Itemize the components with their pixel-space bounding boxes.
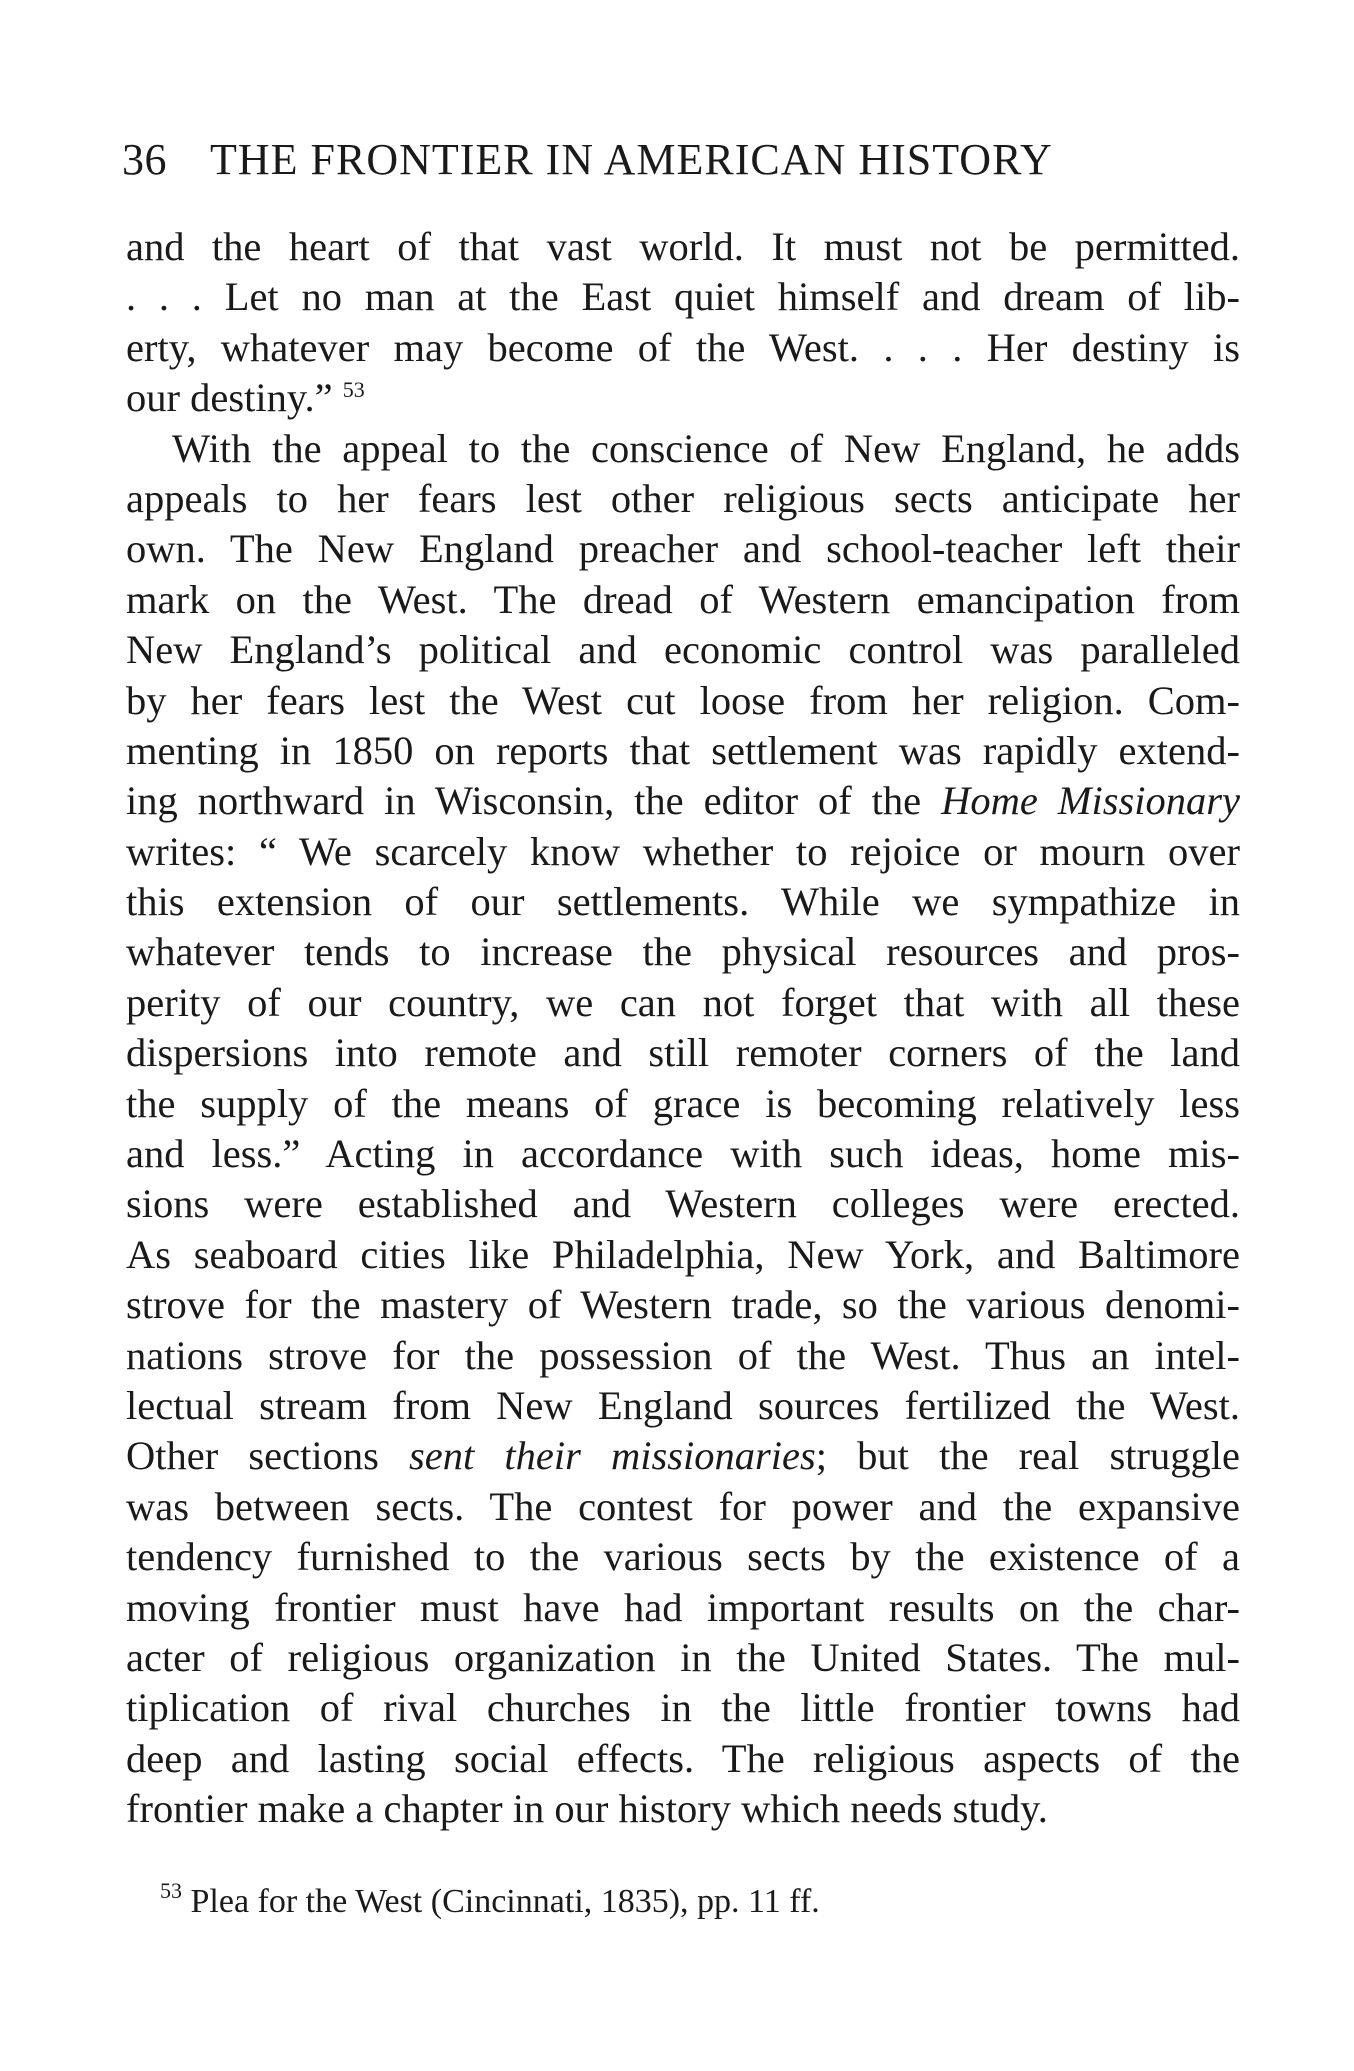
text-line: tiplication of rival churches in the little frontier towns had — [126, 1685, 1240, 1731]
text-line: writes: “ We scarcely know whether to rejoice or mourn over — [126, 828, 1240, 874]
footnote-reference: 53 — [342, 377, 365, 403]
text-line: strove for the mastery of Western trade, so the various denomi- — [126, 1282, 1240, 1328]
text-line: moving frontier must have had important results on the char- — [126, 1584, 1240, 1630]
text-line: sions were established and Western colleges were erected. — [126, 1181, 1240, 1227]
line-text: our destiny.” — [126, 375, 333, 421]
text-line: and the heart of that vast world. It must not be permitted. — [126, 224, 1240, 269]
text-line: dispersions into remote and still remoter corners of the land — [126, 1030, 1240, 1076]
book-title: THE FRONTIER IN AMERICAN HISTORY — [210, 135, 1053, 184]
text-line — [126, 776, 1240, 826]
italic-title: Home Missionary — [941, 778, 1240, 824]
footnote — [160, 1880, 1240, 1924]
text-line: was between sects. The contest for power and the expansive — [126, 1483, 1240, 1529]
text-line: menting in 1850 on reports that settlement was rapidly extend- — [126, 727, 1240, 773]
paragraph-first-line: With the appeal to the conscience of New England, he adds — [172, 425, 1240, 471]
footnote-marker: 53 — [160, 1878, 182, 1903]
text-line: by her fears lest the West cut loose from her religion. Com- — [126, 677, 1240, 723]
text-line: New England’s political and economic control was paralleled — [126, 627, 1240, 673]
text-line: lectual stream from New England sources fertilized the West. — [126, 1382, 1240, 1428]
text-line: this extension of our settlements. While we sympathize in — [126, 879, 1240, 925]
text-line: mark on the West. The dread of Western emancipation from — [126, 576, 1240, 622]
text-line: and less.” Acting in accordance with such ideas, home mis- — [126, 1131, 1240, 1177]
text-line: whatever tends to increase the physical resources and pros- — [126, 929, 1240, 975]
page-number: 36 — [122, 135, 167, 184]
text-line: own. The New England preacher and school-teacher left their — [126, 526, 1240, 572]
text-line: tendency furnished to the various sects by the existence of a — [126, 1534, 1240, 1580]
body-text — [126, 222, 1240, 1835]
text-line: As seaboard cities like Philadelphia, New York, and Baltimore — [126, 1231, 1240, 1277]
running-head — [122, 132, 1242, 188]
text-line: erty, whatever may become of the West. . . . Her destiny is — [126, 324, 1240, 370]
text-line: acter of religious organization in the United States. The mul- — [126, 1634, 1240, 1680]
text-line: appeals to her fears lest other religious sects anticipate her — [126, 475, 1240, 521]
text-line: the supply of the means of grace is becoming relatively less — [126, 1080, 1240, 1126]
italic-phrase: sent their missionaries — [408, 1433, 816, 1479]
text-line: Other sections sent their missionaries; but the real struggle — [126, 1433, 1240, 1479]
footnote-text: Plea for the West (Cincinnati, 1835), pp. 11 ff. — [190, 1883, 820, 1920]
text-line: deep and lasting social effects. The religious aspects of the — [126, 1735, 1240, 1781]
text-line: nations strove for the possession of the West. Thus an intel- — [126, 1332, 1240, 1378]
line-text: ing northward in Wisconsin, the editor of the — [126, 778, 922, 824]
text-line: perity of our country, we can not forget that with all these — [126, 979, 1240, 1025]
text-line: . . . Let no man at the East quiet himself and dream of lib- — [126, 274, 1240, 320]
text-line — [126, 373, 1240, 423]
text-line: frontier make a chapter in our history which needs study. — [126, 1786, 1048, 1832]
